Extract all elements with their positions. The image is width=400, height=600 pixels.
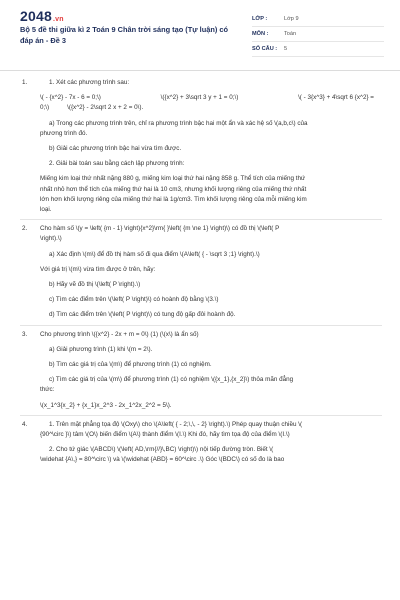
question-line: loại. (40, 206, 52, 214)
document-meta-table (252, 12, 384, 57)
document-title: Bộ 5 đề thi giữa kì 2 Toán 9 Chân trời sáng tạo (Tự luận) có đáp án - Đề 3 (20, 25, 228, 45)
meta-row-question-count (252, 42, 384, 57)
meta-row-class (252, 12, 384, 27)
meta-value: 5 (284, 46, 288, 52)
question-divider (20, 415, 382, 416)
question-line: d) Tìm các điểm trên \(\left( P \right)\) có tung độ gấp đôi hoành độ. (49, 311, 236, 319)
equation-2: \({x^2} + 3\sqrt 3 y + 1 = 0;\) (160, 94, 239, 102)
question-number: 3. (22, 330, 28, 338)
question-line: phương trình đó. (40, 129, 88, 137)
question-line: lớn hơn khối lượng riêng của miếng thứ hai là 1g/cm3. Tìm khối lượng riêng của mỗi miếng kim (40, 195, 307, 203)
question-line: Cho phương trình \({x^2} - 2x + m = 0\) (1) (\(x\) là ẩn số) (40, 330, 199, 338)
equation-3-end: 0;\) (40, 104, 50, 112)
meta-key: MÔN : (252, 31, 269, 37)
question-2 (0, 224, 400, 320)
question-line: b) Hãy vẽ đồ thị \(\left( P \right).\) (49, 281, 141, 289)
question-line: 2. Cho tứ giác \(ABCD\) \(\left( AD,\rm{//}\,BC) \right)\) nội tiếp đường tròn. Biết \( (49, 446, 274, 454)
question-line: a) Trong các phương trình trên, chỉ ra phương trình bậc hai một ẩn và xác hệ số \(a,b,c\) của (49, 119, 308, 127)
question-line: Với giá trị \(m\) vừa tìm được ở trên, hãy: (40, 265, 156, 273)
meta-key: LỚP : (252, 16, 268, 22)
equation-row (40, 93, 374, 103)
question-4 (0, 420, 400, 466)
equation-4: \({x^2} - 2\sqrt 2 x + 2 = 0\). (67, 104, 144, 112)
equation-3: \( - 3{x^3} + 4\sqrt 6 {x^2} = (298, 94, 374, 102)
question-list (0, 78, 400, 466)
question-line: a) Xác định \(m\) để đồ thị hàm số đi qua điểm \(A\left( { - \sqrt 3 ;1} \right).\) (49, 250, 260, 258)
question-line: b) Tìm các giá trị của \(m\) để phương trình (1) có nghiệm. (49, 361, 212, 369)
question-3 (0, 330, 400, 411)
question-line: c) Tìm các giá trị của \(m\) để phương trình (1) có nghiệm \({x_1},{x_2}\) thỏa mãn đẳng (49, 376, 294, 384)
logo-brand: 2048 (20, 8, 52, 24)
question-line: Miếng kim loại thứ nhất nặng 880 g, miếng kim loại thứ hai nặng 858 g. Thể tích của miếng thứ (40, 175, 306, 183)
question-line: Cho hàm số \(y = \left( {m - 1} \right){x^2}\rm{ }\left( {m \ne 1} \right)\) có đồ thị \(\left( P (40, 225, 280, 233)
question-line: 2. Giải bài toán sau bằng cách lập phương trình: (49, 160, 185, 168)
equation-1: \( - {x^2} - 7x - 6 = 0;\) (40, 94, 101, 102)
question-line: 1. Xét các phương trình sau: (49, 79, 130, 86)
question-number: 4. (22, 420, 28, 428)
question-line: 1. Trên mặt phẳng tọa độ \(Oxy\) cho \(A\left( { - 2;\,\, - 2} \right).\) Phép quay thuận chiều \( (49, 420, 303, 428)
question-line: a) Giải phương trình (1) khi \(m = 2\). (49, 345, 153, 353)
question-divider (20, 219, 382, 220)
header-divider (0, 70, 400, 71)
question-line: {90^\circ }\) tâm \(O\) biến điểm \(A\) thành điểm \(I.\) Khi đó, hãy tìm tọa độ của điểm \(I.\) (40, 431, 290, 439)
site-logo[interactable] (20, 8, 64, 24)
logo-suffix: .vn (52, 16, 64, 23)
question-1 (0, 78, 400, 215)
question-line: c) Tìm các điểm trên \(\left( P \right)\) có hoành độ bằng \(3.\) (49, 296, 219, 304)
question-line: thức: (40, 386, 55, 394)
question-line: \right).\) (40, 235, 62, 243)
meta-key: SỐ CÂU : (252, 46, 278, 52)
meta-row-subject (252, 27, 384, 42)
page-header (0, 0, 400, 68)
question-line: nhất nhỏ hơn thể tích của miếng thứ hai là 10 cm3, nhưng khối lượng riêng của miếng thứ nhất (40, 185, 307, 193)
question-line: \(x_1^3{x_2} + {x_1}x_2^3 - 2x_1^2x_2^2 = 5\). (40, 401, 172, 409)
question-number: 1. (22, 79, 28, 86)
equation-row (40, 103, 374, 113)
question-divider (20, 325, 382, 326)
meta-value: Toán (284, 31, 297, 37)
meta-value: Lớp 9 (284, 16, 299, 22)
question-number: 2. (22, 225, 28, 233)
question-line: \widehat {A\,} = 80^\circ \) và \(\widehat {ABD} = 60^\circ .\) Góc \(BDC\) có số đo là bao (40, 456, 285, 464)
question-line: b) Giải các phương trình bậc hai vừa tìm được. (49, 145, 182, 153)
